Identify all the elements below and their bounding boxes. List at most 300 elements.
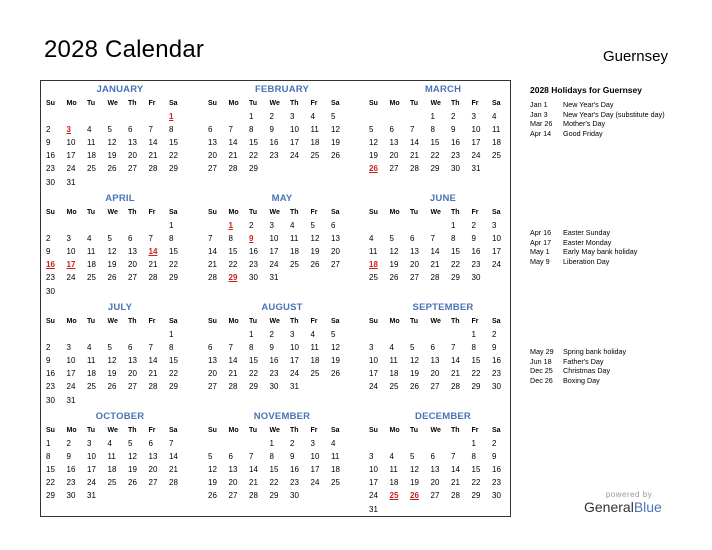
day-cell: 3 xyxy=(369,343,374,353)
day-cell: 5 xyxy=(389,234,394,244)
day-cell: 25 xyxy=(107,478,117,488)
day-cell: 10 xyxy=(269,234,279,244)
holiday-date: Dec 26 xyxy=(530,375,553,385)
day-cell: 17 xyxy=(66,151,76,161)
day-cell: 11 xyxy=(310,125,319,135)
day-cell: 29 xyxy=(471,382,481,392)
day-cell: 21 xyxy=(451,369,460,379)
day-cell: 14 xyxy=(148,356,158,366)
day-cell: 25 xyxy=(290,260,299,270)
day-cell: 16 xyxy=(269,138,279,148)
day-cell: 18 xyxy=(310,356,320,366)
day-cell: 13 xyxy=(331,234,340,244)
month-day-grid xyxy=(367,424,519,516)
day-cell: 24 xyxy=(369,382,378,392)
day-cell: 8 xyxy=(430,125,435,135)
month-day-grid xyxy=(44,97,196,189)
day-cell: 5 xyxy=(208,452,213,462)
day-cell: 7 xyxy=(451,452,456,462)
day-cell: 15 xyxy=(169,247,178,257)
day-cell: 10 xyxy=(290,343,299,353)
holiday-day: 16 xyxy=(46,260,55,270)
brand-name xyxy=(584,499,674,515)
day-cell: 7 xyxy=(228,343,233,353)
holiday-name: Boxing Day xyxy=(563,375,600,385)
day-cell: 5 xyxy=(331,112,336,122)
day-cell: 24 xyxy=(290,151,299,161)
month-name: NOVEMBER xyxy=(253,411,311,422)
day-cell: 22 xyxy=(249,369,258,379)
empty-day xyxy=(408,437,429,450)
empty-day xyxy=(126,219,147,232)
weekday-header: Tu xyxy=(249,427,258,434)
day-cell: 7 xyxy=(208,234,213,244)
day-cell: 8 xyxy=(269,452,274,462)
day-cell: 3 xyxy=(290,330,295,340)
weekday-header: Su xyxy=(46,100,55,107)
month-name: SEPTEMBER xyxy=(412,302,474,313)
day-cell: 24 xyxy=(310,478,320,488)
weekday-header: Mo xyxy=(228,100,239,107)
empty-day xyxy=(388,328,409,341)
month-name: MAY xyxy=(271,193,293,204)
empty-day xyxy=(85,110,106,123)
weekday-header: Sa xyxy=(331,318,340,325)
day-cell: 8 xyxy=(451,234,456,244)
day-cell: 29 xyxy=(46,491,55,501)
day-cell: 14 xyxy=(451,465,460,475)
day-cell: 4 xyxy=(87,234,92,244)
day-cell: 16 xyxy=(66,465,76,475)
day-cell: 25 xyxy=(87,273,96,283)
day-cell: 12 xyxy=(369,138,378,148)
holiday-item xyxy=(530,257,680,267)
empty-day xyxy=(367,110,388,123)
day-cell: 1 xyxy=(169,221,174,231)
weekday-header: Th xyxy=(128,209,137,216)
weekday-header: Tu xyxy=(87,100,96,107)
day-cell: 13 xyxy=(228,465,238,475)
month-september xyxy=(367,301,519,394)
day-cell: 5 xyxy=(410,343,415,353)
weekday-header: Mo xyxy=(389,100,400,107)
weekday-header: Th xyxy=(128,100,137,107)
empty-day xyxy=(147,110,168,123)
day-cell: 26 xyxy=(331,369,340,379)
day-cell: 6 xyxy=(208,343,213,353)
weekday-header: Fr xyxy=(310,318,318,325)
empty-day xyxy=(126,328,147,341)
weekday-header: Fr xyxy=(471,318,479,325)
holiday-group xyxy=(530,228,680,266)
day-cell: 16 xyxy=(46,369,55,379)
day-cell: 19 xyxy=(331,356,340,366)
month-day-grid xyxy=(206,424,358,503)
day-cell: 22 xyxy=(430,151,440,161)
weekday-header: Tu xyxy=(410,318,419,325)
month-day-grid xyxy=(367,315,519,394)
weekday-header: Th xyxy=(290,318,299,325)
day-cell: 20 xyxy=(430,369,440,379)
day-cell: 19 xyxy=(107,260,117,270)
day-cell: 29 xyxy=(169,382,178,392)
day-cell: 8 xyxy=(249,343,254,353)
empty-day xyxy=(106,219,127,232)
empty-day xyxy=(388,437,409,450)
day-cell: 8 xyxy=(471,343,476,353)
day-cell: 16 xyxy=(249,247,258,257)
day-cell: 28 xyxy=(208,273,217,283)
day-cell: 30 xyxy=(46,177,55,187)
weekday-header: Th xyxy=(451,427,460,434)
day-cell: 20 xyxy=(208,369,217,379)
day-cell: 22 xyxy=(249,151,258,161)
day-cell: 23 xyxy=(471,260,481,270)
day-cell: 28 xyxy=(430,273,440,283)
weekday-header: Th xyxy=(290,209,299,216)
day-cell: 17 xyxy=(471,138,481,148)
empty-day xyxy=(65,219,86,232)
day-cell: 20 xyxy=(128,151,137,161)
holiday-day: 17 xyxy=(66,260,76,270)
weekday-header: Su xyxy=(369,427,378,434)
day-cell: 29 xyxy=(430,164,440,174)
weekday-header: Mo xyxy=(66,318,77,325)
day-cell: 20 xyxy=(331,247,340,257)
day-cell: 22 xyxy=(471,369,481,379)
day-cell: 28 xyxy=(451,491,460,501)
holiday-name: Early May bank holiday xyxy=(563,247,638,256)
day-cell: 22 xyxy=(46,478,55,488)
day-cell: 5 xyxy=(107,234,112,244)
brand-powered-by: powered by xyxy=(605,490,653,499)
month-day-grid xyxy=(44,315,196,407)
month-name: JANUARY xyxy=(96,84,144,95)
day-cell: 30 xyxy=(269,382,279,392)
weekday-header: We xyxy=(269,209,280,216)
weekday-header: Tu xyxy=(410,209,419,216)
empty-day xyxy=(85,219,106,232)
day-cell: 30 xyxy=(46,286,55,296)
day-cell: 18 xyxy=(310,138,320,148)
day-cell: 8 xyxy=(471,452,476,462)
brand-logo[interactable] xyxy=(584,490,674,515)
day-cell: 31 xyxy=(290,382,299,392)
day-cell: 23 xyxy=(66,478,76,488)
day-cell: 25 xyxy=(310,151,320,161)
day-cell: 30 xyxy=(451,164,460,174)
day-cell: 18 xyxy=(389,478,399,488)
day-cell: 10 xyxy=(66,138,76,148)
day-cell: 12 xyxy=(410,356,419,366)
day-cell: 16 xyxy=(46,151,55,161)
day-cell: 15 xyxy=(169,138,178,148)
day-cell: 14 xyxy=(451,356,460,366)
weekday-header: Th xyxy=(290,100,299,107)
day-cell: 17 xyxy=(369,478,378,488)
day-cell: 4 xyxy=(389,343,394,353)
day-cell: 26 xyxy=(107,164,117,174)
day-cell: 17 xyxy=(310,465,320,475)
day-cell: 9 xyxy=(492,343,497,353)
day-cell: 29 xyxy=(451,273,460,283)
day-cell: 23 xyxy=(269,369,279,379)
day-cell: 20 xyxy=(128,369,137,379)
day-cell: 18 xyxy=(492,138,501,148)
empty-day xyxy=(85,328,106,341)
weekday-header: We xyxy=(430,427,441,434)
day-cell: 9 xyxy=(471,234,476,244)
weekday-header: We xyxy=(269,427,280,434)
month-name: OCTOBER xyxy=(95,411,145,422)
day-cell: 19 xyxy=(389,260,399,270)
day-cell: 21 xyxy=(228,369,238,379)
day-cell: 2 xyxy=(46,343,51,353)
day-cell: 17 xyxy=(369,369,378,379)
holiday-item xyxy=(530,347,680,357)
weekday-header: Mo xyxy=(389,427,400,434)
day-cell: 27 xyxy=(208,382,217,392)
holiday-date: May 29 xyxy=(530,347,554,356)
month-name: JUNE xyxy=(429,193,457,204)
empty-day xyxy=(449,437,470,450)
day-cell: 9 xyxy=(46,247,51,257)
month-name: MARCH xyxy=(424,84,462,95)
day-cell: 1 xyxy=(169,330,174,340)
day-cell: 1 xyxy=(430,112,435,122)
day-cell: 25 xyxy=(87,382,96,392)
holiday-item xyxy=(530,129,680,139)
weekday-header: Th xyxy=(451,100,460,107)
day-cell: 25 xyxy=(492,151,501,161)
day-cell: 20 xyxy=(148,465,158,475)
weekday-header: Fr xyxy=(148,318,156,325)
holiday-name: Spring bank holiday xyxy=(563,347,627,356)
day-cell: 21 xyxy=(410,151,419,161)
month-december xyxy=(367,410,519,516)
weekday-header: Su xyxy=(208,209,217,216)
weekday-header: Sa xyxy=(169,209,178,216)
weekday-header: We xyxy=(430,100,441,107)
holiday-name: Christmas Day xyxy=(563,366,611,375)
month-name: FEBRUARY xyxy=(254,84,310,95)
day-cell: 21 xyxy=(208,260,217,270)
day-cell: 19 xyxy=(369,151,378,161)
day-cell: 13 xyxy=(128,356,137,366)
weekday-header: Su xyxy=(369,209,378,216)
month-january xyxy=(44,83,196,189)
day-cell: 31 xyxy=(66,395,76,405)
country-label: Guernsey xyxy=(602,48,668,65)
day-cell: 21 xyxy=(148,151,158,161)
day-cell: 28 xyxy=(169,478,178,488)
day-cell: 7 xyxy=(249,452,254,462)
day-cell: 3 xyxy=(471,112,476,122)
day-cell: 12 xyxy=(410,465,419,475)
day-cell: 24 xyxy=(66,273,76,283)
empty-day xyxy=(227,110,248,123)
holiday-name: Easter Monday xyxy=(563,237,612,247)
day-cell: 3 xyxy=(66,234,71,244)
day-cell: 19 xyxy=(310,247,320,257)
weekday-header: Mo xyxy=(389,209,400,216)
empty-day xyxy=(408,110,429,123)
weekday-header: Mo xyxy=(228,209,239,216)
day-cell: 17 xyxy=(290,138,299,148)
day-cell: 5 xyxy=(310,221,315,231)
day-cell: 27 xyxy=(430,491,440,501)
day-cell: 31 xyxy=(369,504,378,514)
empty-day xyxy=(44,328,65,341)
holiday-item xyxy=(530,228,680,238)
weekday-header: Su xyxy=(208,318,217,325)
holiday-name: New Year's Day (substitute day) xyxy=(563,109,665,119)
day-cell: 19 xyxy=(331,138,340,148)
day-cell: 10 xyxy=(471,125,481,135)
weekday-header: Sa xyxy=(331,100,340,107)
weekday-header: We xyxy=(107,427,118,434)
weekday-header: Fr xyxy=(471,209,479,216)
day-cell: 2 xyxy=(492,330,497,340)
weekday-header: Su xyxy=(208,427,217,434)
day-cell: 4 xyxy=(369,234,374,244)
weekday-header: Sa xyxy=(169,318,178,325)
day-cell: 13 xyxy=(128,247,137,257)
day-cell: 18 xyxy=(87,369,96,379)
day-cell: 15 xyxy=(169,356,178,366)
day-cell: 2 xyxy=(290,439,295,449)
holiday-day: 14 xyxy=(148,247,158,257)
weekday-header: We xyxy=(107,100,118,107)
day-cell: 18 xyxy=(87,260,96,270)
day-cell: 17 xyxy=(269,247,279,257)
empty-day xyxy=(449,328,470,341)
day-cell: 21 xyxy=(430,260,440,270)
day-cell: 28 xyxy=(451,382,460,392)
day-cell: 7 xyxy=(430,234,435,244)
day-cell: 28 xyxy=(249,491,258,501)
month-day-grid xyxy=(44,424,196,503)
day-cell: 9 xyxy=(451,125,456,135)
day-cell: 5 xyxy=(128,439,133,449)
day-cell: 25 xyxy=(87,164,96,174)
day-cell: 23 xyxy=(249,260,258,270)
empty-day xyxy=(206,110,227,123)
day-cell: 4 xyxy=(310,330,315,340)
day-cell: 25 xyxy=(389,382,399,392)
weekday-header: Su xyxy=(46,427,55,434)
weekday-header: Su xyxy=(369,100,378,107)
month-day-grid xyxy=(367,206,519,285)
day-cell: 10 xyxy=(492,234,501,244)
day-cell: 13 xyxy=(208,356,217,366)
holiday-date: Jan 1 xyxy=(530,100,548,109)
holiday-item xyxy=(530,376,680,386)
day-cell: 9 xyxy=(290,452,295,462)
day-cell: 31 xyxy=(471,164,481,174)
day-cell: 11 xyxy=(369,247,378,257)
brand-blue: Blue xyxy=(633,499,662,515)
weekday-header: Th xyxy=(451,318,460,325)
day-cell: 21 xyxy=(148,369,158,379)
day-cell: 19 xyxy=(410,478,419,488)
day-cell: 16 xyxy=(471,247,481,257)
day-cell: 15 xyxy=(471,356,481,366)
day-cell: 8 xyxy=(169,234,174,244)
day-cell: 12 xyxy=(107,247,117,257)
empty-day xyxy=(429,219,450,232)
holiday-date: Apr 16 xyxy=(530,228,552,237)
day-cell: 4 xyxy=(331,439,336,449)
weekday-header: Th xyxy=(128,318,137,325)
day-cell: 15 xyxy=(471,465,481,475)
weekday-header: Su xyxy=(208,100,217,107)
holiday-item xyxy=(530,357,680,367)
empty-day xyxy=(206,219,227,232)
day-cell: 31 xyxy=(87,491,96,501)
day-cell: 6 xyxy=(331,221,336,231)
empty-day xyxy=(367,328,388,341)
day-cell: 30 xyxy=(492,382,501,392)
day-cell: 14 xyxy=(228,138,238,148)
empty-day xyxy=(429,437,450,450)
day-cell: 21 xyxy=(148,260,158,270)
day-cell: 14 xyxy=(228,356,238,366)
day-cell: 25 xyxy=(310,369,320,379)
day-cell: 4 xyxy=(87,343,92,353)
day-cell: 16 xyxy=(451,138,460,148)
brand-general: General xyxy=(584,499,634,515)
day-cell: 14 xyxy=(208,247,217,257)
day-cell: 1 xyxy=(249,330,254,340)
day-cell: 24 xyxy=(66,382,76,392)
day-cell: 26 xyxy=(128,478,137,488)
empty-day xyxy=(147,219,168,232)
day-cell: 22 xyxy=(169,260,178,270)
day-cell: 16 xyxy=(492,356,501,366)
holiday-group xyxy=(530,347,680,385)
day-cell: 6 xyxy=(228,452,233,462)
empty-day xyxy=(227,328,248,341)
day-cell: 9 xyxy=(46,356,51,366)
holiday-day: 29 xyxy=(228,273,238,283)
day-cell: 23 xyxy=(451,151,460,161)
day-cell: 19 xyxy=(107,151,117,161)
day-cell: 7 xyxy=(148,125,153,135)
holiday-item xyxy=(530,238,680,248)
weekday-header: Fr xyxy=(471,100,479,107)
day-cell: 23 xyxy=(492,478,501,488)
day-cell: 12 xyxy=(107,138,117,148)
day-cell: 12 xyxy=(389,247,399,257)
day-cell: 2 xyxy=(492,439,497,449)
day-cell: 10 xyxy=(66,356,76,366)
day-cell: 15 xyxy=(249,138,258,148)
weekday-header: Sa xyxy=(331,209,340,216)
day-cell: 17 xyxy=(290,356,299,366)
day-cell: 16 xyxy=(492,465,501,475)
empty-day xyxy=(388,110,409,123)
holiday-day: 3 xyxy=(66,125,71,135)
day-cell: 26 xyxy=(107,273,117,283)
day-cell: 6 xyxy=(128,343,133,353)
day-cell: 28 xyxy=(228,382,238,392)
weekday-header: Tu xyxy=(249,209,258,216)
month-october xyxy=(44,410,196,503)
day-cell: 3 xyxy=(66,343,71,353)
day-cell: 2 xyxy=(269,330,274,340)
holiday-day: 9 xyxy=(249,234,254,244)
